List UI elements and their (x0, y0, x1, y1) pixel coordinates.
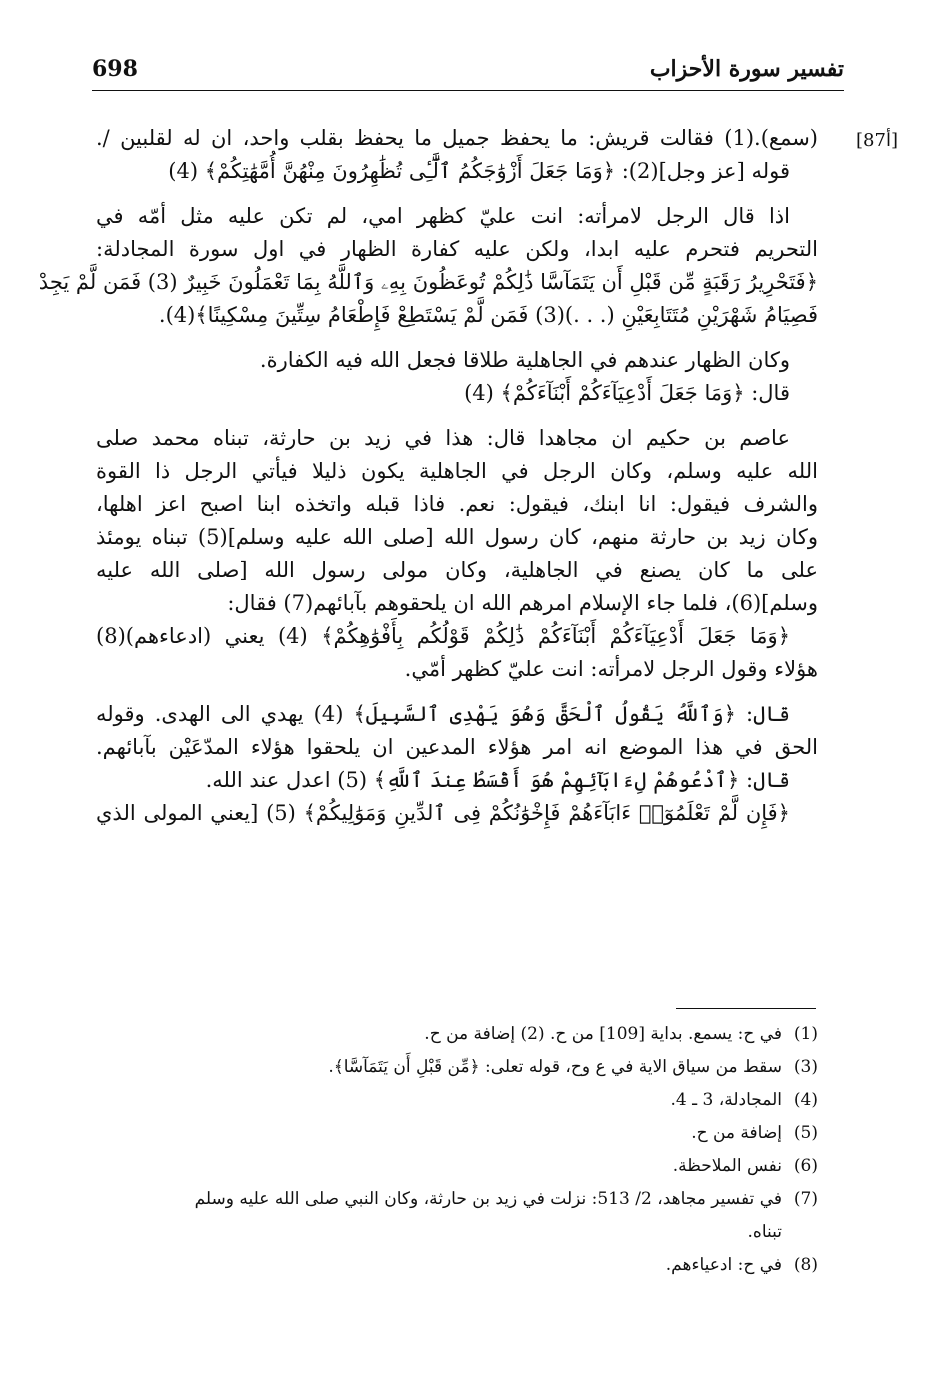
footnote-text: في ح: ادعياءهم. (665, 1255, 782, 1275)
text-line: وسلم](6)، فلما جاء الإسلام امرهم الله ان يلحقوهم بآبائهم(7) فقال: (227, 591, 818, 615)
footnote-text: سقط من سياق الاية في ع وح، قوله تعلى: ﴿مِّن قَبْلِ أَن يَتَمَآسَّا﴾. (328, 1057, 782, 1077)
footnote-text: المجادلة، 3 ـ 4. (670, 1090, 782, 1110)
text-line: التحريم فتحرم عليه ابدا، ولكن عليه كفارة الظهار في اول سورة المجادلة: (96, 237, 818, 261)
text-line: قال: ﴿وَٱللَّهُ يَقُولُ ٱلْحَقَّ وَهُوَ يَهْدِى ٱلسَّبِيلَ﴾ (4) يهدي الى الهدى. وقوله (96, 702, 790, 726)
footnote (96, 1051, 818, 1084)
text-line: الحق في هذا الموضع انه امر هؤلاء المدعين ان يلحقوا هؤلاء المدّعَيْن بآبائهم. (96, 735, 818, 759)
text-line: قوله [عز وجل](2): ﴿وَمَا جَعَلَ أَزْوَٰجَكُمُ ٱلَّٰٓـِٔى تُظَٰهِرُونَ مِنْهُنَّ أُمَّهَٰتِكُمْ﴾ (4) (168, 159, 790, 183)
footnote (96, 1150, 818, 1183)
quran-verse-line: فَصِيَامُ شَهْرَيْنِ مُتَتَابِعَيْنِ (. . .)(3) فَمَن لَّمْ يَسْتَطِعْ فَإِطْعَامُ سِتِّينَ مِسْكِينًا﴾(4). (158, 303, 818, 327)
footnotes (96, 1018, 818, 1282)
footnote-number: (6) (793, 1156, 818, 1176)
footnote-number: (4) (793, 1090, 818, 1110)
text-line: والشرف فيقول: انا ابنك، فيقول: نعم. فاذا قبله واتخذه ابنا اصبح اعز اهلها، (96, 492, 818, 516)
quran-verse-line: ﴿فَتَحْرِيرُ رَقَبَةٍ مِّن قَبْلِ أَن يَتَمَآسَّا ذَٰلِكُمْ تُوعَظُونَ بِهِۦ وَٱللَّهُ بِمَا تَعْمَلُونَ خَبِيرٌ (3) فَمَن لَّمْ يَجِدْ (38, 270, 818, 294)
text-line: قال: ﴿وَمَا جَعَلَ أَدْعِيَآءَكُمْ أَبْنَآءَكُمْ﴾ (4) (464, 381, 790, 405)
manuscript-folio-reference: [87أ] (856, 130, 898, 151)
quran-verse-line: ﴿وَمَا جَعَلَ أَدْعِيَآءَكُمْ أَبْنَآءَكُمْ ذَٰلِكُمْ قَوْلُكُم بِأَفْوَٰهِكُمْ﴾ (4) يعني (ادعاءهم)(8) (96, 624, 791, 648)
quran-verse-line: ﴿فَإِن لَّمْ تَعْلَمُوٓا۟ ءَابَآءَهُمْ فَإِخْوَٰنُكُمْ فِى ٱلدِّينِ وَمَوَٰلِيكُمْ﴾ (5) [يعني المولى الذي (96, 801, 790, 825)
footnote-separator (676, 1008, 816, 1009)
footnote-number: (5) (793, 1123, 818, 1143)
text-line: اذا قال الرجل لامرأته: انت عليّ كظهر امي، لم تكن عليه مثل أمّه في (96, 204, 790, 228)
text-line: (سمع).(1) فقالت قريش: ما يحفظ جميل ما يحفظ بقلب واحد، ان له لقلبين /. (96, 126, 818, 150)
text-line: وكان زيد بن حارثة منهم، كان رسول الله [صلى الله عليه وسلم](5) تبناه يومئذ (96, 525, 818, 549)
footnote-text: نفس الملاحظة. (672, 1156, 782, 1176)
footnote-text: في تفسير مجاهد، 2/ 513: نزلت في زيد بن حارثة، وكان النبي صلى الله عليه وسلم (194, 1189, 782, 1209)
running-title: تفسير سورة الأحزاب (649, 56, 844, 82)
footnote-text: إضافة من ح. (691, 1123, 782, 1143)
text-line: عاصم بن حكيم ان مجاهدا قال: هذا في زيد بن حارثة، تبناه محمد صلى (96, 426, 790, 450)
footnote-number: (8) (793, 1255, 818, 1275)
text-line: وكان الظهار عندهم في الجاهلية طلاقا فجعل الله فيه الكفارة. (259, 348, 790, 372)
footnote-number: (3) (793, 1057, 818, 1077)
text-line: الله عليه وسلم، وكان الرجل في الجاهلية يكون ذليلا فيأتي الرجل ذا القوة (96, 459, 818, 483)
footnote (96, 1249, 818, 1282)
footnote-number: (7) (793, 1189, 818, 1209)
text-line: قال: ﴿ٱدْعُوهُمْ لِءَابَآئِهِمْ هُوَ أَقْسَطُ عِندَ ٱللَّهِ﴾ (5) اعدل عند الله. (205, 768, 790, 792)
footnote-text: في ح: يسمع. بداية [109] من ح. (2) إضافة من ح. (424, 1024, 782, 1044)
text-line: هؤلاء وقول الرجل لامرأته: انت عليّ كظهر أمّي. (404, 657, 818, 681)
text-line: على ما كان يصنع في الجاهلية، وكان مولى رسول الله [صلى الله عليه (96, 558, 818, 582)
page-header (92, 52, 844, 90)
footnote-text: تبناه. (747, 1222, 782, 1242)
footnote (96, 1117, 818, 1150)
main-text (38, 122, 818, 830)
page-number: 698 (92, 56, 138, 82)
footnote-continuation (96, 1216, 818, 1249)
footnote (96, 1183, 818, 1216)
footnote (96, 1084, 818, 1117)
header-rule (92, 90, 844, 91)
footnote (96, 1018, 818, 1051)
footnote-number: (1) (793, 1024, 818, 1044)
